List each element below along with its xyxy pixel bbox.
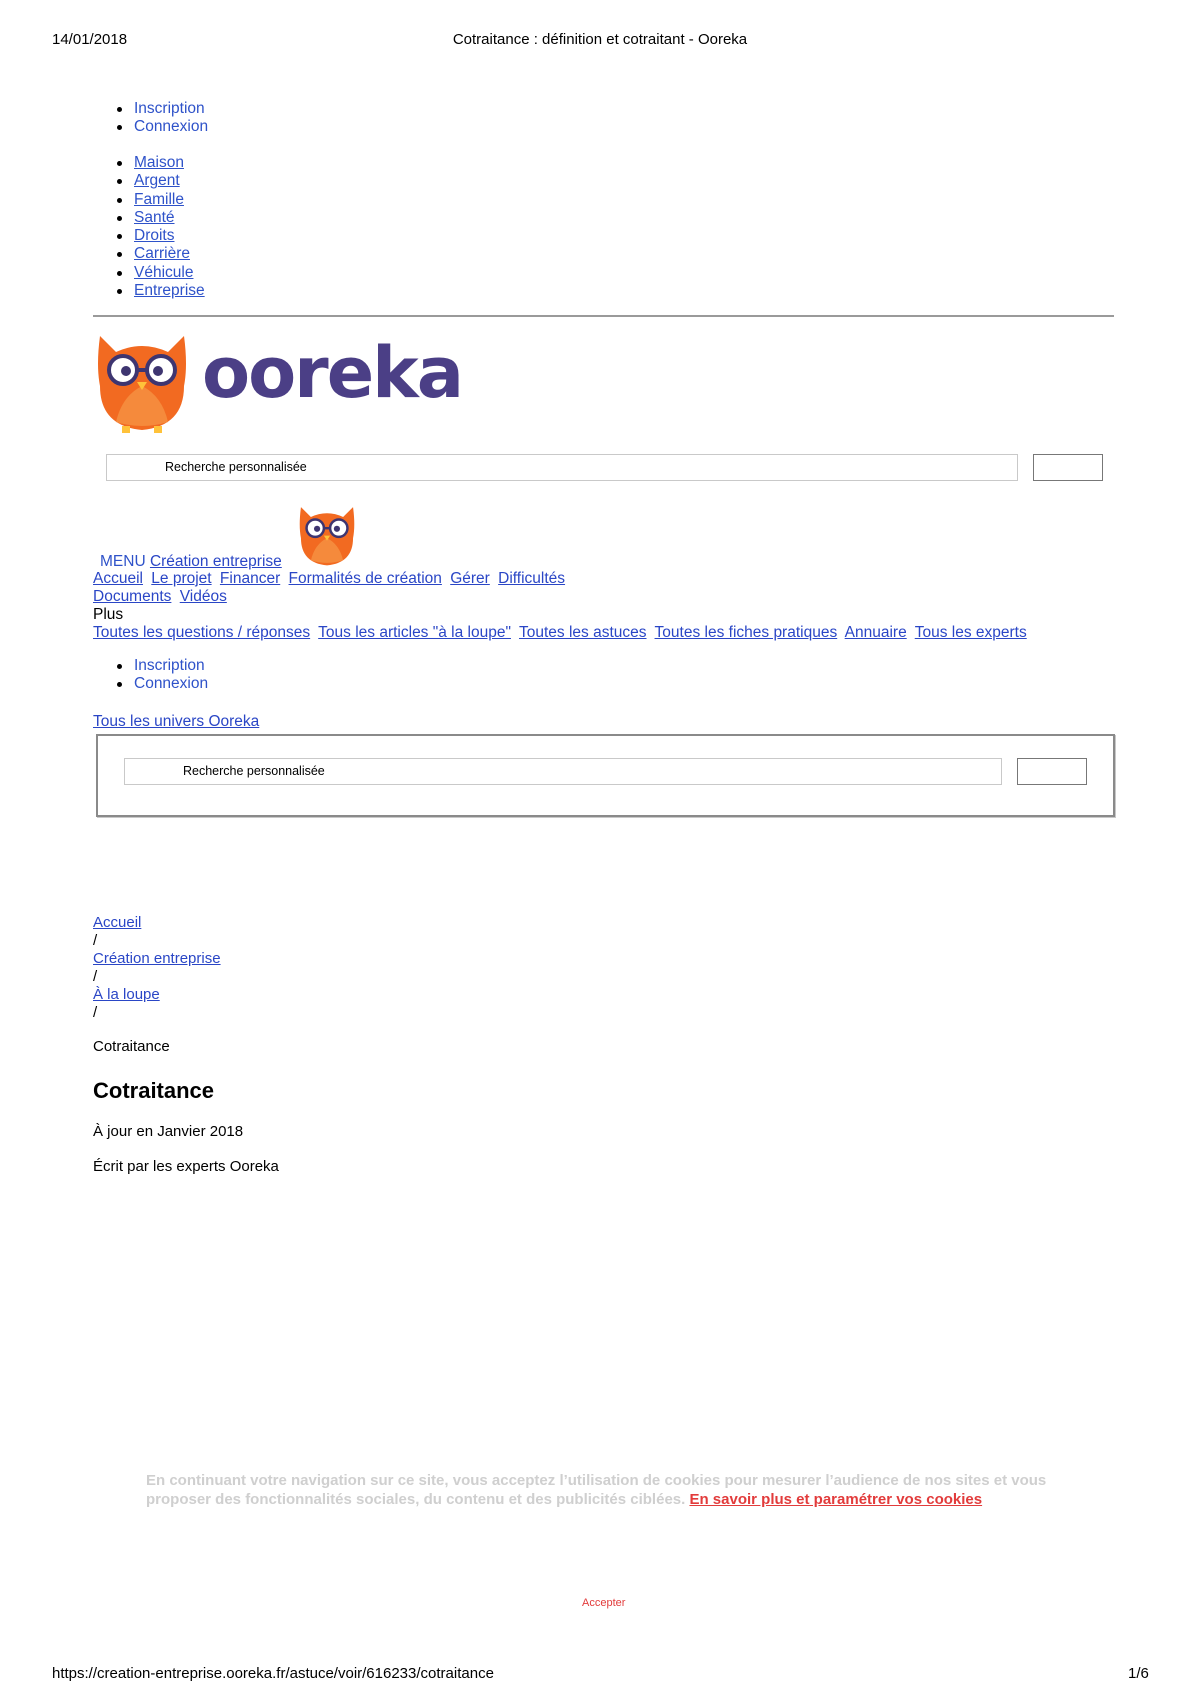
link-astuces[interactable]: Toutes les astuces [519, 624, 647, 641]
universe-link-droits[interactable]: Droits [134, 227, 175, 245]
search-input[interactable]: Recherche personnalisée [124, 758, 1002, 785]
connexion-link[interactable]: Connexion [134, 118, 209, 136]
breadcrumb-separator: / [93, 932, 98, 949]
breadcrumb-current: Cotraitance [93, 1038, 170, 1055]
connexion-link[interactable]: Connexion [134, 675, 209, 693]
print-footer-url: https://creation-entreprise.ooreka.fr/astuce/voir/616233/cotraitance [52, 1665, 494, 1682]
universe-link-argent[interactable]: Argent [134, 172, 180, 190]
section-nav [93, 570, 569, 588]
breadcrumb-separator: / [93, 968, 98, 985]
universe-link-entreprise[interactable]: Entreprise [134, 282, 205, 300]
plus-links [93, 624, 1031, 642]
universe-link-vehicule[interactable]: Véhicule [134, 263, 194, 281]
print-date: 14/01/2018 [52, 31, 128, 48]
nav-link-accueil[interactable]: Accueil [93, 570, 143, 587]
list-item [117, 209, 205, 227]
link-questions-reponses[interactable]: Toutes les questions / réponses [93, 624, 311, 641]
universe-link-famille[interactable]: Famille [134, 190, 184, 208]
link-articles-a-la-loupe[interactable]: Tous les articles "à la loupe" [318, 624, 511, 641]
list-item [117, 264, 205, 282]
inscription-link[interactable]: Inscription [134, 100, 205, 117]
accept-cookies-button[interactable]: Accepter [582, 1597, 626, 1609]
link-fiches-pratiques[interactable]: Toutes les fiches pratiques [654, 624, 838, 641]
menu-line [100, 553, 282, 571]
nav-link-difficultes[interactable]: Difficultés [498, 570, 566, 587]
list-item [117, 675, 208, 693]
search-panel [96, 734, 1115, 817]
nav-link-videos[interactable]: Vidéos [179, 588, 227, 605]
search-button[interactable] [1033, 454, 1103, 481]
list-item [117, 100, 208, 118]
plus-label[interactable]: Plus [93, 606, 124, 623]
cookie-text: En continuant votre navigation sur ce site, vous acceptez l’utilisation de cookies pour mesurer l’audience de nos sites et vous proposer des fonctionnalités sociales, du contenu et des publicités ciblées. [146, 1472, 1047, 1508]
print-footer-page: 1/6 [1128, 1665, 1149, 1682]
link-annuaire[interactable]: Annuaire [844, 624, 907, 641]
list-item [117, 154, 205, 172]
article-author: Écrit par les experts Ooreka [93, 1158, 279, 1175]
section-nav-2 [93, 588, 231, 606]
logo-wordmark: ooreka [202, 332, 462, 414]
nav-link-gerer[interactable]: Gérer [450, 570, 490, 587]
breadcrumb-item [93, 950, 221, 967]
owl-mascot-icon [296, 500, 358, 570]
list-item [117, 227, 205, 245]
nav-link-formalites[interactable]: Formalités de création [288, 570, 442, 587]
list-item [117, 282, 205, 300]
universe-link-carriere[interactable]: Carrière [134, 245, 190, 263]
all-universes-link[interactable]: Tous les univers Ooreka [93, 713, 260, 730]
universes-list [117, 154, 205, 300]
account-links-bottom [117, 657, 208, 694]
list-item [117, 657, 208, 675]
universe-link-maison[interactable]: Maison [134, 154, 184, 171]
search-button[interactable] [1017, 758, 1087, 785]
account-links-top [117, 100, 208, 137]
list-item [117, 245, 205, 263]
link-experts[interactable]: Tous les experts [914, 624, 1027, 641]
list-item [117, 172, 205, 190]
print-page-title: Cotraitance : définition et cotraitant - Ooreka [452, 31, 748, 48]
menu-button[interactable]: MENU [100, 553, 146, 570]
cookie-settings-link[interactable]: En savoir plus et paramétrer vos cookies [689, 1491, 983, 1508]
page-title: Cotraitance [93, 1078, 215, 1103]
list-item [117, 191, 205, 209]
breadcrumb-link-creation-entreprise[interactable]: Création entreprise [93, 950, 221, 967]
section-link-creation-entreprise[interactable]: Création entreprise [149, 553, 282, 570]
breadcrumb-separator: / [93, 1004, 98, 1021]
search-input[interactable]: Recherche personnalisée [106, 454, 1018, 481]
owl-icon [92, 326, 192, 436]
breadcrumb-item [93, 986, 160, 1003]
breadcrumb-item [93, 914, 141, 931]
nav-link-le-projet[interactable]: Le projet [151, 570, 212, 587]
universe-link-sante[interactable]: Santé [134, 208, 175, 226]
nav-link-financer[interactable]: Financer [219, 570, 281, 587]
header-divider [93, 315, 1114, 317]
nav-link-documents[interactable]: Documents [93, 588, 172, 605]
updated-date: À jour en Janvier 2018 [93, 1123, 244, 1140]
breadcrumb-link-a-la-loupe[interactable]: À la loupe [93, 986, 160, 1003]
all-universes-line [93, 713, 263, 731]
list-item [117, 118, 208, 136]
breadcrumb-link-accueil[interactable]: Accueil [93, 914, 142, 931]
inscription-link[interactable]: Inscription [134, 657, 205, 674]
ooreka-logo[interactable] [92, 326, 472, 436]
cookie-banner [146, 1471, 1076, 1509]
